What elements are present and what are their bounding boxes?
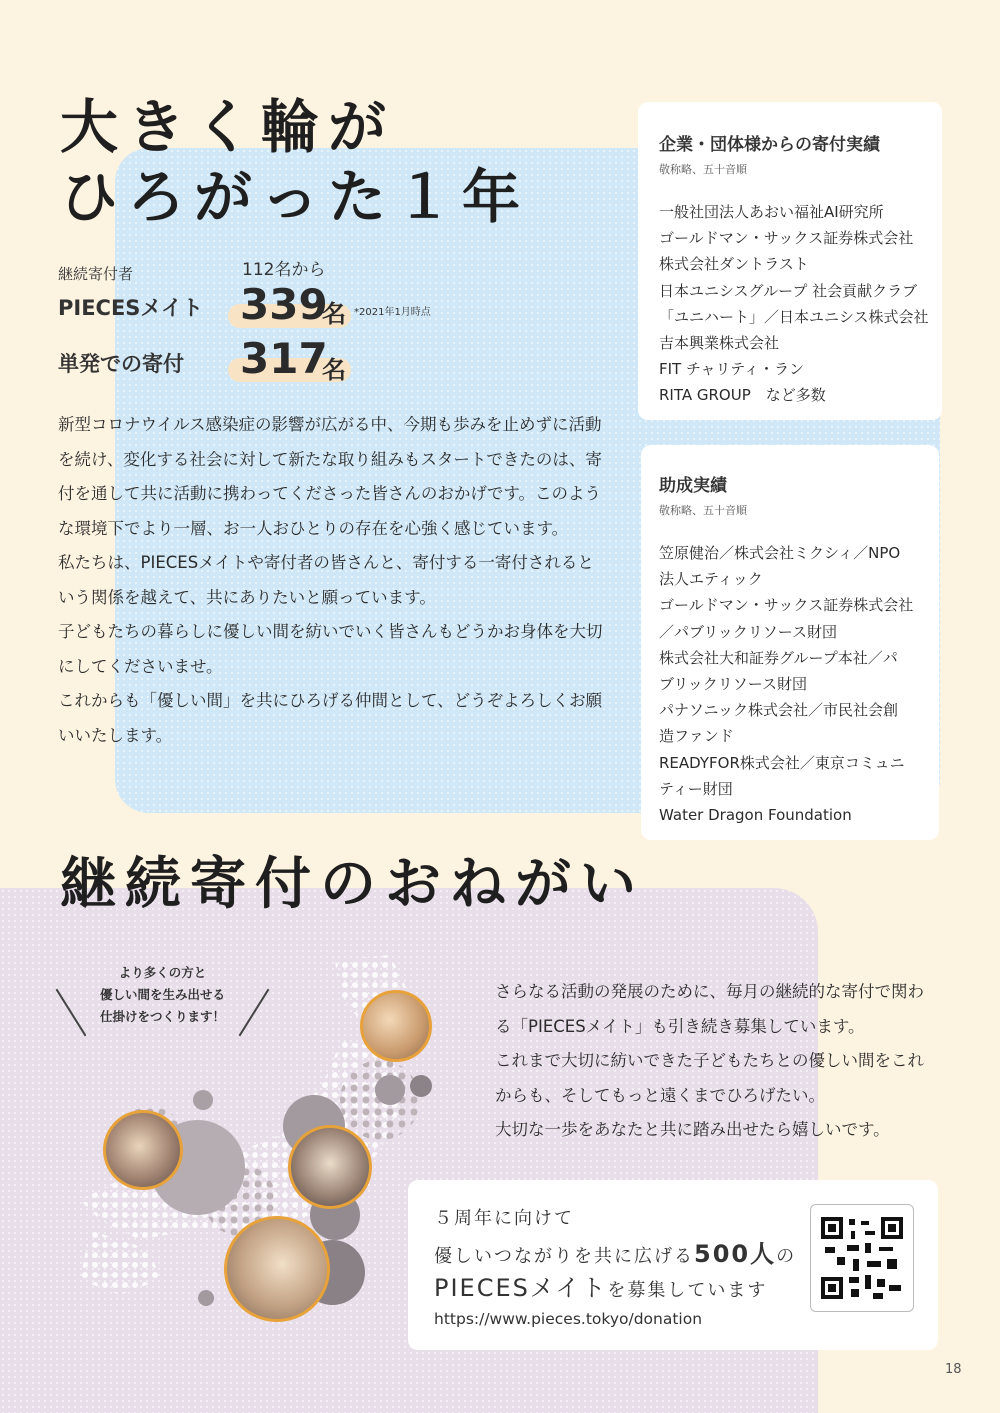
- recruit-mate-name: PIECESメイト: [434, 1274, 608, 1302]
- recruit-line3-text: を募集しています: [607, 1280, 768, 1301]
- mate-count: 339: [240, 280, 328, 329]
- recruit-line1: ５周年に向けて: [434, 1208, 574, 1229]
- list-item: 日本ユニシスグループ 社会貢献クラブ: [659, 281, 918, 300]
- single-unit: 名: [322, 356, 346, 384]
- mate-unit: 名: [322, 300, 346, 328]
- corporate-list: [659, 199, 929, 409]
- appeal-paragraph: さらなる活動の発展のために、毎月の継続的な寄付で関わる「PIECESメイト」も引き続き募集しています。: [495, 982, 924, 1036]
- photo-workshop: [103, 1110, 183, 1190]
- count-note: *2021年1月時点: [354, 307, 431, 318]
- callout-line: より多くの方と: [118, 965, 207, 980]
- corporate-subtitle: 敬称略、五十音順: [659, 163, 747, 176]
- list-item: FIT チャリティ・ラン: [659, 360, 805, 379]
- list-item: ／パブリックリソース財団: [659, 622, 838, 641]
- single-count: 317: [240, 334, 328, 383]
- mate-label: PIECESメイト: [58, 296, 204, 320]
- map-callout: [80, 962, 245, 1028]
- appeal-body: [495, 975, 935, 1148]
- appeal-paragraph: 大切な一歩をあなたと共に踏み出せたら嬉しいです。: [495, 1120, 890, 1139]
- intro-paragraph: これからも「優しい間」を共にひろげる仲間として、どうぞよろしくお願いいたします。: [58, 691, 603, 745]
- list-item: 造ファンド: [659, 727, 734, 746]
- photo-children: [360, 990, 432, 1062]
- grants-card: [641, 445, 939, 840]
- page-number: 18: [945, 1362, 962, 1377]
- list-item: 一般社団法人あおい福祉AI研究所: [659, 203, 884, 221]
- intro-paragraph: 子どもたちの暮らしに優しい間を紡いでいく皆さんもどうかお身体を大切にしてくださいませ。: [58, 622, 603, 676]
- map-shikoku-kyushu: [80, 1230, 160, 1295]
- qr-code-icon: [821, 1217, 903, 1299]
- list-item: RITA GROUP など多数: [659, 386, 826, 405]
- corporate-donations-card: [638, 102, 942, 420]
- appeal-title: 継続寄付のおねがい: [60, 852, 645, 917]
- map-accent-circle: [410, 1075, 432, 1097]
- donation-url-link[interactable]: https://www.pieces.tokyo/donation: [434, 1310, 703, 1328]
- grants-subtitle: 敬称略、五十音順: [659, 504, 747, 517]
- list-item: 株式会社ダントラスト: [659, 255, 809, 274]
- donor-label: 継続寄付者: [58, 265, 134, 283]
- list-item: ティー財団: [659, 779, 733, 798]
- single-label: 単発での寄付: [58, 352, 184, 376]
- list-item: 株式会社大和証券グループ本社／パ: [659, 648, 898, 667]
- page-title-line2: ひろがった１年: [60, 163, 530, 231]
- list-item: ゴールドマン・サックス証券株式会社: [659, 229, 914, 248]
- list-item: 法人エティック: [659, 570, 763, 589]
- recruit-target-count: 500人: [694, 1240, 777, 1268]
- list-item: 笠原健治／株式会社ミクシィ／NPO: [659, 544, 901, 562]
- callout-line: 優しい間を生み出せる: [99, 987, 225, 1002]
- intro-body: [58, 408, 603, 753]
- corporate-title: 企業・団体様からの寄付実績: [659, 135, 880, 155]
- list-item: 吉本興業株式会社: [659, 334, 780, 353]
- grants-title: 助成実績: [659, 476, 727, 496]
- from-count: 112名から: [242, 260, 326, 280]
- qr-code[interactable]: [810, 1204, 914, 1312]
- photo-table-activity: [288, 1125, 372, 1209]
- grants-list: [659, 540, 929, 828]
- list-item: ゴールドマン・サックス証券株式会社: [659, 596, 914, 615]
- recruit-box: [408, 1180, 938, 1350]
- recruit-line2-suffix: の: [776, 1246, 797, 1267]
- page-title-line1: 大きく輪が: [60, 93, 396, 161]
- callout-line: 仕掛けをつくります！: [99, 1009, 225, 1024]
- photo-smiling-people: [224, 1216, 330, 1322]
- list-item: Water Dragon Foundation: [659, 806, 852, 825]
- list-item: 「ユニハート」／日本ユニシス株式会社: [659, 307, 929, 326]
- recruit-line3: [434, 1268, 767, 1303]
- map-accent-circle: [198, 1290, 214, 1306]
- list-item: ブリックリソース財団: [659, 675, 808, 694]
- map-accent-circle: [375, 1075, 405, 1105]
- map-accent-circle: [193, 1090, 213, 1110]
- recruit-line2-text: 優しいつながりを共に広げる: [434, 1246, 694, 1267]
- recruit-line2: [434, 1234, 796, 1269]
- appeal-paragraph: これまで大切に紡いできた子どもたちとの優しい間をこれからも、そしてもっと遠くまでひろげたい。: [495, 1051, 924, 1105]
- intro-paragraph: 新型コロナウイルス感染症の影響が広がる中、今期も歩みを止めずに活動を続け、変化する社会に対して新たな取り組みもスタートできたのは、寄付を通して共に活動に携わってくださった皆さんのおかげです。このような環境下でより一層、お一人おひとりの存在を心強く感じています。: [58, 415, 602, 538]
- intro-paragraph: 私たちは、PIECESメイトや寄付者の皆さんと、寄付する一寄付されるという関係を越えて、共にありたいと願っています。: [58, 553, 594, 607]
- list-item: READYFOR株式会社／東京コミュニ: [659, 753, 905, 772]
- list-item: パナソニック株式会社／市民社会創: [659, 701, 898, 720]
